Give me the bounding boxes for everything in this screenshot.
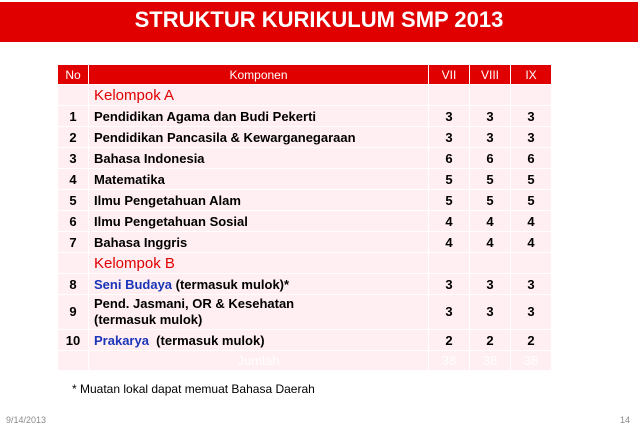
table-row bbox=[58, 148, 552, 169]
row-viii: 2 bbox=[470, 330, 511, 351]
footnote: * Muatan lokal dapat memuat Bahasa Daerah bbox=[72, 382, 315, 396]
table-row bbox=[58, 127, 552, 148]
row-subject: Matematika bbox=[89, 169, 429, 190]
table-row bbox=[58, 190, 552, 211]
group-a-viii bbox=[470, 85, 511, 106]
table-row bbox=[58, 169, 552, 190]
table-row bbox=[58, 274, 552, 295]
group-b-row bbox=[58, 253, 552, 274]
total-row bbox=[58, 351, 552, 371]
row-ix: 3 bbox=[511, 295, 552, 330]
total-viii: 38 bbox=[470, 351, 511, 371]
row-ix: 4 bbox=[511, 232, 552, 253]
subject-line-1: Pend. Jasmani, OR & Kesehatan bbox=[94, 296, 295, 311]
group-a-vii bbox=[429, 85, 470, 106]
row-no: 8 bbox=[58, 274, 89, 295]
row-no: 5 bbox=[58, 190, 89, 211]
table-row bbox=[58, 106, 552, 127]
row-no: 7 bbox=[58, 232, 89, 253]
group-b-no bbox=[58, 253, 89, 274]
subject-note: (termasuk mulok)* bbox=[172, 276, 290, 292]
row-viii: 4 bbox=[470, 211, 511, 232]
table-row bbox=[58, 295, 552, 330]
subject-highlight: Prakarya bbox=[94, 332, 149, 348]
page-title: STRUKTUR KURIKULUM SMP 2013 bbox=[134, 7, 504, 32]
header-component: Komponen bbox=[89, 65, 429, 85]
row-viii: 6 bbox=[470, 148, 511, 169]
header-vii: VII bbox=[429, 65, 470, 85]
group-b-viii bbox=[470, 253, 511, 274]
row-vii: 4 bbox=[429, 211, 470, 232]
row-ix: 6 bbox=[511, 148, 552, 169]
row-viii: 5 bbox=[470, 169, 511, 190]
row-subject: Bahasa Inggris bbox=[89, 232, 429, 253]
row-vii: 3 bbox=[429, 127, 470, 148]
row-subject bbox=[89, 330, 429, 351]
row-ix: 3 bbox=[511, 274, 552, 295]
footer-page-number: 14 bbox=[619, 415, 630, 425]
row-no: 9 bbox=[58, 295, 89, 330]
group-b-ix bbox=[511, 253, 552, 274]
row-vii: 6 bbox=[429, 148, 470, 169]
table-row bbox=[58, 232, 552, 253]
table-row bbox=[58, 330, 552, 351]
row-viii: 3 bbox=[470, 295, 511, 330]
total-ix: 38 bbox=[511, 351, 552, 371]
table-row bbox=[58, 211, 552, 232]
group-a-label: Kelompok A bbox=[89, 85, 429, 106]
row-subject: Bahasa Indonesia bbox=[89, 148, 429, 169]
row-ix: 4 bbox=[511, 211, 552, 232]
row-no: 2 bbox=[58, 127, 89, 148]
group-b-label: Kelompok B bbox=[89, 253, 429, 274]
row-subject: Ilmu Pengetahuan Sosial bbox=[89, 211, 429, 232]
row-viii: 3 bbox=[470, 127, 511, 148]
row-vii: 3 bbox=[429, 106, 470, 127]
row-vii: 4 bbox=[429, 232, 470, 253]
title-bar bbox=[0, 0, 638, 44]
row-no: 3 bbox=[58, 148, 89, 169]
row-ix: 2 bbox=[511, 330, 552, 351]
row-subject bbox=[89, 274, 429, 295]
row-no: 1 bbox=[58, 106, 89, 127]
row-subject: Pendidikan Agama dan Budi Pekerti bbox=[89, 106, 429, 127]
row-ix: 3 bbox=[511, 127, 552, 148]
row-subject bbox=[89, 295, 429, 330]
total-label: Jumlah bbox=[89, 351, 429, 371]
row-subject: Ilmu Pengetahuan Alam bbox=[89, 190, 429, 211]
row-no: 10 bbox=[58, 330, 89, 351]
total-vii: 38 bbox=[429, 351, 470, 371]
row-vii: 3 bbox=[429, 274, 470, 295]
curriculum-table bbox=[57, 64, 552, 371]
row-vii: 2 bbox=[429, 330, 470, 351]
row-viii: 3 bbox=[470, 106, 511, 127]
subject-line-2: (termasuk mulok) bbox=[94, 312, 203, 327]
row-subject: Pendidikan Pancasila & Kewarganegaraan bbox=[89, 127, 429, 148]
row-viii: 3 bbox=[470, 274, 511, 295]
row-vii: 5 bbox=[429, 169, 470, 190]
row-viii: 5 bbox=[470, 190, 511, 211]
row-no: 4 bbox=[58, 169, 89, 190]
header-ix: IX bbox=[511, 65, 552, 85]
row-no: 6 bbox=[58, 211, 89, 232]
group-a-ix bbox=[511, 85, 552, 106]
group-b-vii bbox=[429, 253, 470, 274]
footer-date: 9/14/2013 bbox=[6, 415, 47, 425]
header-no: No bbox=[58, 65, 89, 85]
row-ix: 3 bbox=[511, 106, 552, 127]
total-no bbox=[58, 351, 89, 371]
group-a-row bbox=[58, 85, 552, 106]
subject-note: (termasuk mulok) bbox=[148, 332, 265, 348]
row-ix: 5 bbox=[511, 190, 552, 211]
table-header-row bbox=[58, 65, 552, 85]
row-vii: 3 bbox=[429, 295, 470, 330]
subject-highlight: Seni Budaya bbox=[94, 276, 173, 292]
row-viii: 4 bbox=[470, 232, 511, 253]
row-vii: 5 bbox=[429, 190, 470, 211]
group-a-no bbox=[58, 85, 89, 106]
header-viii: VIII bbox=[470, 65, 511, 85]
row-ix: 5 bbox=[511, 169, 552, 190]
